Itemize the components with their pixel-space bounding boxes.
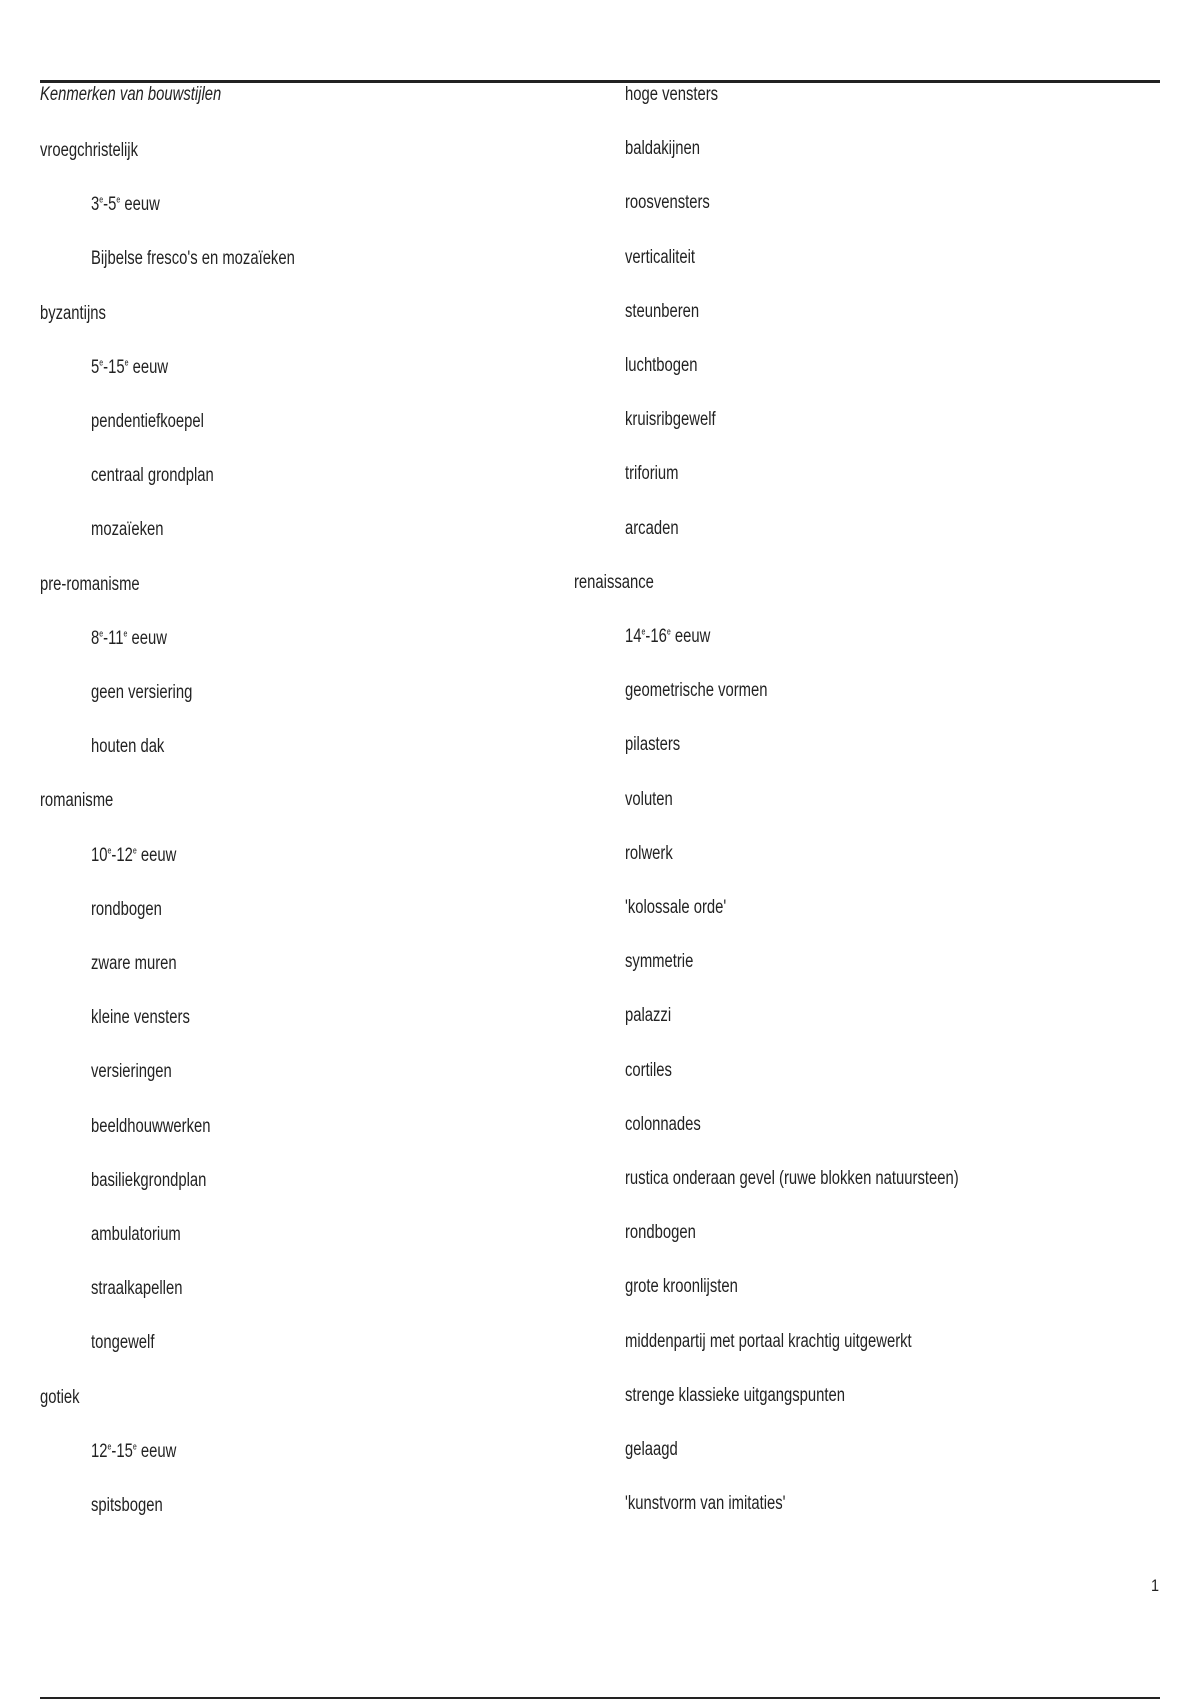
right-column-item: roosvensters <box>625 192 710 214</box>
left-column-item: zware muren <box>91 953 177 974</box>
left-column-item: beeldhouwwerken <box>91 1115 211 1137</box>
left-column-item: geen versiering <box>91 682 193 703</box>
right-column-item: baldakijnen <box>625 138 700 160</box>
header-title: Kenmerken van bouwstijlen <box>40 84 222 105</box>
header-rule <box>40 80 1160 83</box>
left-column-item: versieringen <box>91 1061 172 1083</box>
right-column-item: voluten <box>625 788 673 810</box>
right-column-item: hoge vensters <box>625 84 719 105</box>
right-column-item: strenge klassieke uitgangspunten <box>625 1384 845 1406</box>
right-column-item: 'kunstvorm van imitaties' <box>625 1493 786 1515</box>
left-column-item: 12e-15e eeuw <box>91 1440 177 1462</box>
footer-rule <box>40 1697 1160 1699</box>
left-column-item: byzantijns <box>40 302 106 324</box>
right-column-item: steunberen <box>625 300 700 322</box>
left-column-item: mozaïeken <box>91 519 164 541</box>
left-column-item: rondbogen <box>91 898 162 920</box>
left-column-item: basiliekgrondplan <box>91 1169 207 1191</box>
right-column-item: colonnades <box>625 1113 701 1135</box>
right-column-item: kruisribgewelf <box>625 409 716 431</box>
right-column-item: pilasters <box>625 734 681 756</box>
left-column-item: gotiek <box>40 1386 80 1408</box>
right-column-item: 'kolossale orde' <box>625 897 727 918</box>
right-column-item: symmetrie <box>625 951 694 973</box>
left-column-item: spitsbogen <box>91 1495 163 1516</box>
right-column-item: grote kroonlijsten <box>625 1276 738 1298</box>
left-column-item: vroegchristelijk <box>40 140 139 161</box>
left-column-item: tongewelf <box>91 1332 155 1354</box>
right-column-item: verticaliteit <box>625 246 696 268</box>
right-column-item: geometrische vormen <box>625 680 768 702</box>
right-column-item: 14e-16e eeuw <box>625 626 711 647</box>
left-column-item: kleine vensters <box>91 1007 190 1029</box>
left-column-item: Bijbelse fresco's en mozaïeken <box>91 248 295 270</box>
left-column-item: 5e-15e eeuw <box>91 356 169 378</box>
left-column-item: centraal grondplan <box>91 465 214 487</box>
right-column-item: rolwerk <box>625 842 673 864</box>
right-column-item: palazzi <box>625 1005 672 1027</box>
left-column-item: romanisme <box>40 790 114 812</box>
left-column-item: pendentiefkoepel <box>91 411 204 432</box>
right-column-item: rustica onderaan gevel (ruwe blokken natuursteen) <box>625 1168 959 1189</box>
left-column-item: 10e-12e eeuw <box>91 844 177 866</box>
left-column-item: pre-romanisme <box>40 573 140 595</box>
right-column-item: arcaden <box>625 517 679 539</box>
right-column-item: gelaagd <box>625 1439 678 1460</box>
right-column-item: triforium <box>625 463 679 485</box>
right-column-item: rondbogen <box>625 1222 696 1244</box>
right-column-item: luchtbogen <box>625 355 698 376</box>
right-column-item: middenpartij met portaal krachtig uitgewerkt <box>625 1330 912 1352</box>
left-column-item: houten dak <box>91 736 165 758</box>
right-column-item: cortiles <box>625 1059 672 1081</box>
page-number: 1 <box>1151 1576 1160 1595</box>
right-column-item: renaissance <box>574 571 654 593</box>
left-column-item: 8e-11e eeuw <box>91 627 167 649</box>
left-column-item: straalkapellen <box>91 1278 183 1300</box>
left-column-item: 3e-5e eeuw <box>91 194 160 216</box>
left-column-item: ambulatorium <box>91 1224 181 1245</box>
